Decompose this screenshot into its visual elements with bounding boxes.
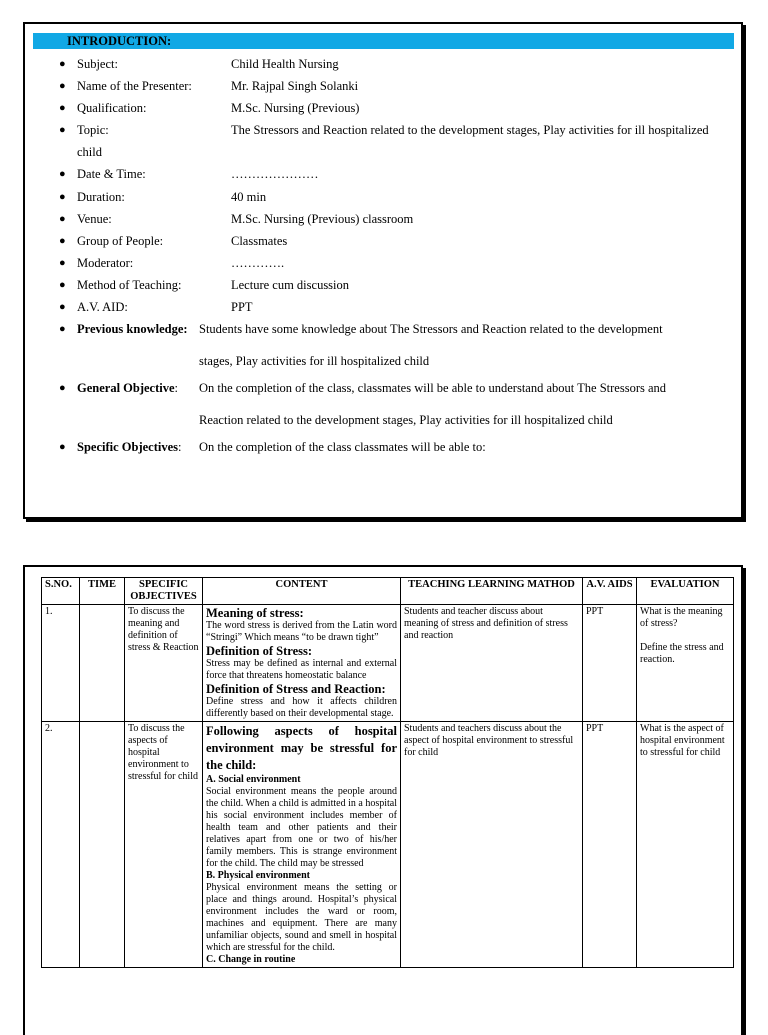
row-content xyxy=(203,722,401,968)
evaluation-question: What is the meaning of stress? xyxy=(640,606,723,629)
content-heading: Following aspects of hospital environment may be stressful for the child: xyxy=(206,724,397,772)
content-subheading: C. Change in routine xyxy=(206,954,296,965)
content-subheading: A. Social environment xyxy=(206,774,301,785)
lesson-plan-table xyxy=(41,577,734,968)
row-aids: PPT xyxy=(583,605,637,722)
row-evaluation xyxy=(637,605,734,722)
row-aids: PPT xyxy=(583,722,637,968)
row-evaluation xyxy=(637,722,734,968)
row-sno: 2. xyxy=(42,722,80,968)
lesson-plan-page xyxy=(23,565,743,1035)
header-sno: S.NO. xyxy=(42,578,80,605)
header-content: CONTENT xyxy=(203,578,401,605)
content-text: Social environment means the people around the child. When a child is admitted in a hospital his social environment includes member of health team and other patients and their relatives apart from one or two of his/her family members. This is strange environment for the child. The child may be stressed xyxy=(206,786,397,869)
content-text: Define stress and how it affects children differently based on their developmental stage. xyxy=(206,696,397,719)
row-objective: To discuss the aspects of hospital environment to stressful for child xyxy=(125,722,203,968)
content-text: Stress may be defined as internal and external force that threatens homeostatic balance xyxy=(206,658,397,681)
evaluation-question: Define the stress and reaction. xyxy=(640,642,724,665)
table-row xyxy=(42,605,734,722)
content-text: Physical environment means the setting or place and things around. Hospital’s physical environment includes the ward or room, machines and equipment. There are many unfamiliar objects, sound and smell in hospital which are stressful for the child. xyxy=(206,882,397,953)
content-heading: Definition of Stress: xyxy=(206,644,313,658)
row-method: Students and teachers discuss about the aspect of hospital environment to stressful for child xyxy=(401,722,583,968)
table-header-row xyxy=(42,578,734,605)
evaluation-question: What is the aspect of hospital environment to stressful for child xyxy=(640,723,725,758)
row-objective: To discuss the meaning and definition of stress & Reaction xyxy=(125,605,203,722)
intro-page: INTRODUCTION: ● Subject: Child Health Nursing ● Name of the Presenter: Mr. Rajpal Singh Solanki ● Qualification: M.Sc. Nursing (Previous) ● Topic: The Stressors and Reaction related to the development stages, Play activities for ill hospitalized child ● Date & Time: ………………… ● Duration: 40 min ● Venue: M.Sc. Nursing (Previous) classroom ● Group of People: Classmates ● Moderator: …………. ● Method of Teaching: Lecture cum discussion ● A.V. AID: PPT ● Previous knowledge: Students have some knowledge about The Stressors and Reaction related to the development stages, Play activities for ill hospitalized child ● General Objective: On the completion of the class, classmates will be able to understand about The Stressors and Reaction related to the development stages, Play activities for ill hospitalized child ● Specific Objectives: On the completion of the class classmates will be able to: xyxy=(23,22,743,519)
header-evaluation: EVALUATION xyxy=(637,578,734,605)
row-time xyxy=(80,722,125,968)
content-text: The word stress is derived from the Latin word “Stringi” Which means “to be drawn tight” xyxy=(206,620,397,643)
content-subheading: B. Physical environment xyxy=(206,870,310,881)
content-heading: Definition of Stress and Reaction: xyxy=(206,682,386,696)
header-objectives: SPECIFIC OBJECTIVES xyxy=(125,578,203,605)
table-row xyxy=(42,722,734,968)
content-heading: Meaning of stress: xyxy=(206,606,304,620)
row-method: Students and teacher discuss about meaning of stress and definition of stress and reaction xyxy=(401,605,583,722)
header-time: TIME xyxy=(80,578,125,605)
header-aids: A.V. AIDS xyxy=(583,578,637,605)
intro-heading: INTRODUCTION: xyxy=(67,34,172,48)
row-time xyxy=(80,605,125,722)
header-method: TEACHING LEARNING MATHOD xyxy=(401,578,583,605)
row-sno: 1. xyxy=(42,605,80,722)
row-content xyxy=(203,605,401,722)
